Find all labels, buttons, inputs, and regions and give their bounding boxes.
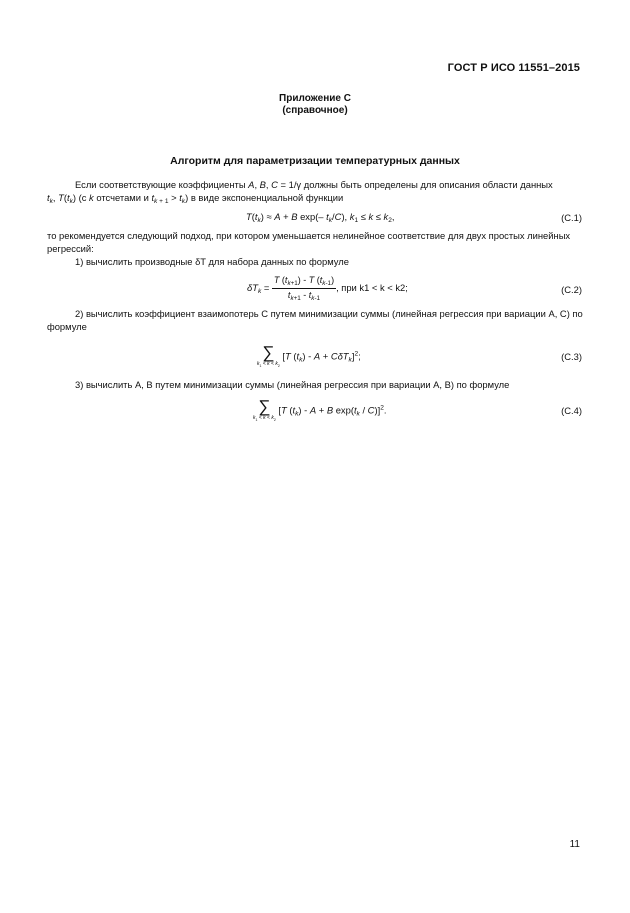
- equation-c2-label: (С.2): [561, 284, 582, 295]
- fraction: $\frac{T (t_{k+1}) - T (t_{k-1})}{t_{k+1} - t_{k-1}}$: [273, 275, 335, 302]
- annex-heading: [0, 93, 630, 117]
- equation-c4: ∑ $k_1 < k < k_2$ [T $(t_k) - A + B$ $\exp(t_k / C)]^2$.: [253, 397, 387, 422]
- step-1-text: 1) вычислить производные δT для набора данных по формуле: [75, 256, 349, 267]
- sum-symbol: ∑ $k_1 < k < k_2$: [253, 397, 276, 422]
- annex-type: (справочное): [282, 105, 348, 116]
- annex-title: Приложение С: [279, 93, 351, 104]
- section-title: Алгоритм для параметризации температурных данных: [170, 155, 460, 167]
- equation-c3: ∑ $k_1 < k < k_2$ [T $(t_k) - A + C\delta T_k]^2$;: [257, 343, 361, 368]
- paragraph-approach: то рекомендуется следующий подход, при котором уменьшается нелинейное соответствие для двух простых линейных регрессий:: [47, 230, 571, 254]
- equation-c2: $\delta T_k$ = $\frac{T (t_{k+1}) - T (t_{k-1})}{t_{k+1} - t_{k-1}}$ , при k1 < k < k2;: [247, 275, 408, 302]
- step-2-text: 2) вычислить коэффициент взаимопотерь С путем минимизации суммы (линейная регрессия при вариации A, C) по формуле: [47, 308, 583, 332]
- equation-c1: $T(t_k) \approx A + B$ exp(– $t_k/C$), $k_1 \le k \le k_2$,: [246, 211, 395, 224]
- page-number: 11: [569, 839, 580, 850]
- equation-c2-condition: , при k1 < k < k2;: [336, 281, 408, 293]
- step-3-text: 3) вычислить A, B путем минимизации суммы (линейная регрессия при вариации A, B) по формуле: [75, 379, 510, 390]
- equation-c4-label: (С.4): [561, 405, 582, 416]
- equation-c1-label: (С.1): [561, 212, 582, 223]
- equation-c3-label: (С.3): [561, 351, 582, 362]
- document-code: ГОСТ Р ИСО 11551–2015: [447, 62, 580, 74]
- sum-symbol: ∑ $k_1 < k < k_2$: [257, 343, 280, 368]
- paragraph-intro: Если соответствующие коэффициенты A, B, C = 1/γ должны быть определены для описания области данных: [75, 179, 553, 190]
- paragraph-intro-cont: $t_k$, $T(t_k)$ (с k отсчетами и $t_{k + 1} > t_k$) в виде экспоненциальной функции: [47, 192, 344, 205]
